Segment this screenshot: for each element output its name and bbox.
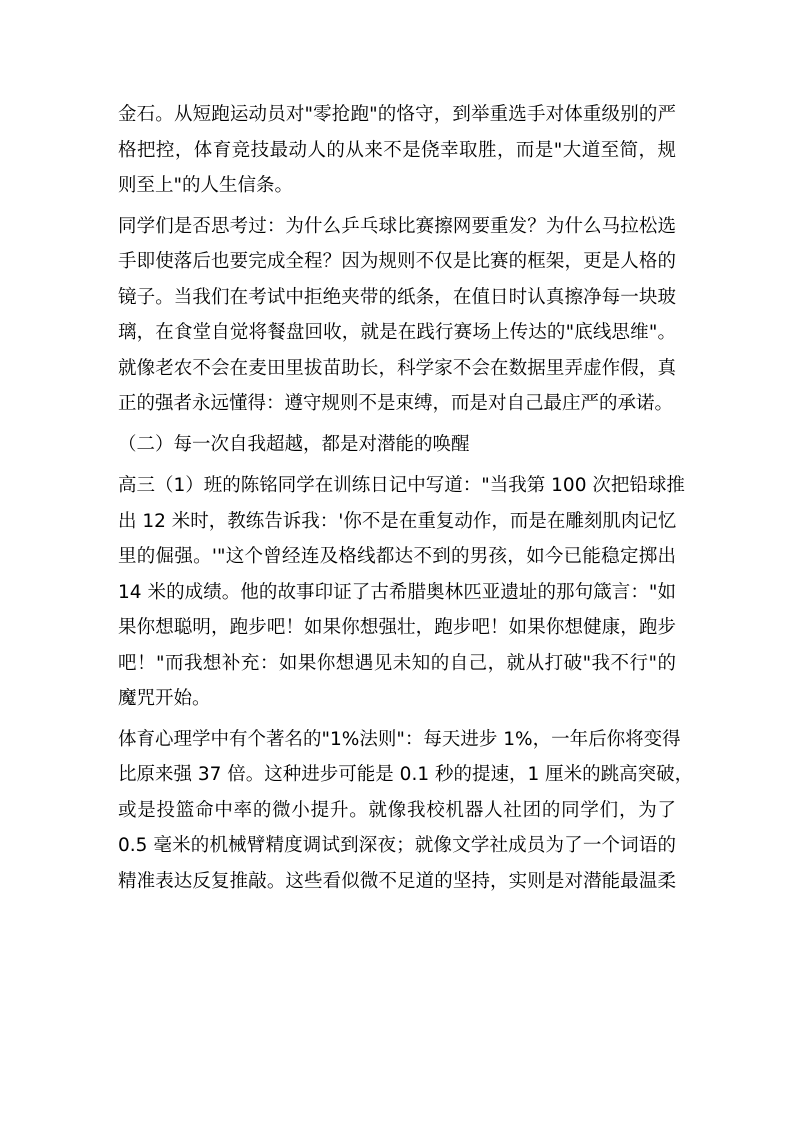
section-heading: [118, 427, 676, 463]
paragraph-one-percent-rule: [118, 722, 694, 900]
text-line: 魔咒开始。: [118, 688, 211, 709]
text-line: 手即使落后也要完成全程？因为规则不仅是比赛的框架，更是人格的: [118, 251, 676, 272]
paragraph-chen-ming-story: [118, 468, 685, 717]
text-line: 体育心理学中有个著名的"1%法则"：每天进步 1%，一年后你将变得: [118, 728, 681, 750]
document-body: [118, 97, 694, 904]
text-line: 0.5 毫米的机械臂精度调试到深夜；就像文学社成员为了一个词语的: [118, 835, 676, 856]
text-line: 高三（1）班的陈铭同学在训练日记中写道："当我第 100 次把铅球推: [118, 475, 685, 496]
text-line: 镜子。当我们在考试中拒绝夹带的纸条，在值日时认真擦净每一块玻: [118, 286, 676, 308]
paragraph-rules-conclusion: [118, 97, 676, 204]
text-line: 金石。从短跑运动员对"零抢跑"的恪守，到举重选手对体重级别的严: [118, 104, 676, 125]
text-line: 吧！"而我想补充：如果你想遇见未知的自己，就从打破"我不行"的: [118, 652, 676, 674]
text-line: 或是投篮命中率的微小提升。就像我校机器人社团的同学们，为了: [118, 799, 676, 821]
text-line: 里的倔强。'"这个曾经连及格线都达不到的男孩，如今已能稳定掷出: [118, 546, 676, 567]
text-line: 格把控，体育竞技最动人的从来不是侥幸取胜，而是"大道至简，规: [118, 139, 676, 161]
paragraph-rules-reflection: [118, 209, 676, 422]
section-heading-text: （二）每一次自我超越，都是对潜能的唤醒: [118, 433, 470, 455]
text-line: 果你想聪明，跑步吧！如果你想强壮，跑步吧！如果你想健康，跑步: [118, 617, 676, 638]
text-line: 正的强者永远懂得：遵守规则不是束缚，而是对自己最庄严的承诺。: [118, 393, 674, 414]
text-line: 就像老农不会在麦田里拔苗助长，科学家不会在数据里弄虚作假，真: [118, 357, 676, 379]
text-line: 出 12 米时，教练告诉我：'你不是在重复动作，而是在雕刻肌肉记忆: [118, 510, 677, 532]
text-line: 比原来强 37 倍。这种进步可能是 0.1 秒的提速，1 厘米的跳高突破，: [118, 764, 694, 785]
text-line: 同学们是否思考过：为什么乒乓球比赛擦网要重发？为什么马拉松选: [118, 215, 676, 237]
text-line: 14 米的成绩。他的故事印证了古希腊奥林匹亚遗址的那句箴言："如: [118, 581, 676, 603]
text-line: 璃，在食堂自觉将餐盘回收，就是在践行赛场上传达的"底线思维"。: [118, 322, 676, 343]
text-line: 精准表达反复推敲。这些看似微不足道的坚持，实则是对潜能最温柔: [118, 870, 676, 892]
text-line: 则至上"的人生信条。: [118, 175, 294, 196]
